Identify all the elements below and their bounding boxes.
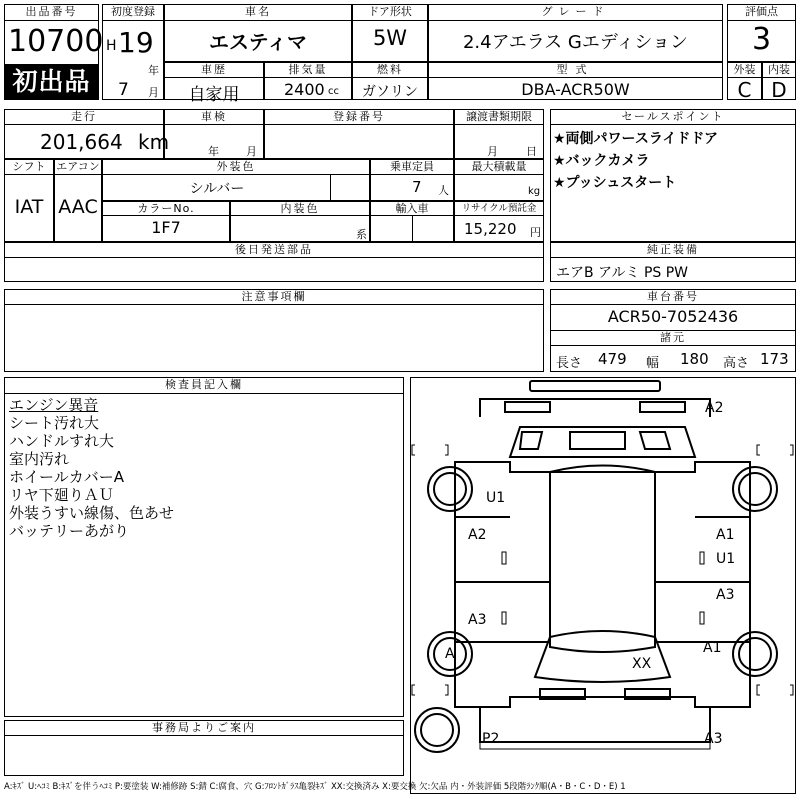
car-diagram xyxy=(410,377,796,794)
mark-u1-left-front: U1 xyxy=(486,490,506,506)
mark-a3-right-rear-door: A3 xyxy=(716,587,735,603)
inspection-year-unit: 年 xyxy=(208,145,219,158)
sales-points-list xyxy=(553,128,718,194)
ac-label: エアコン xyxy=(54,159,102,175)
mark-xx-rear-glass: XX xyxy=(632,656,652,672)
dimensions-label: 諸元 xyxy=(550,330,796,346)
model-code: DBA-ACR50W xyxy=(521,80,630,99)
sales-point: ★両側パワースライドドア xyxy=(553,131,719,147)
ext-color-label: 外装色 xyxy=(102,159,370,175)
displacement-label: 排気量 xyxy=(264,62,352,78)
color-no-label: カラーNo. xyxy=(102,201,230,216)
height-label: 高さ xyxy=(723,356,750,371)
door-type: 5W xyxy=(372,26,408,50)
mark-p2-rear-left: P2 xyxy=(482,731,500,747)
mark-a1-right-front-door: A1 xyxy=(716,527,735,543)
mark-a-left-rear-wheel: A xyxy=(445,646,455,662)
mark-a1-right-rear-quarter: A1 xyxy=(703,640,722,656)
ext-grade-label: 外装 xyxy=(727,62,762,78)
note-line: シート汚れ大 xyxy=(9,414,100,432)
score-label: 評価点 xyxy=(727,4,796,21)
int-grade: D xyxy=(771,78,787,102)
shift: IAT xyxy=(14,196,44,218)
int-grade-label: 内装 xyxy=(762,62,796,78)
reg-no-label: 登録番号 xyxy=(264,109,454,125)
score: 3 xyxy=(751,22,772,57)
caution-label: 注意事項欄 xyxy=(4,289,544,305)
transfer-month-unit: 月 xyxy=(487,145,498,158)
capacity: 7 xyxy=(412,178,422,196)
note-line: 外装うすい線傷、色あせ xyxy=(9,504,175,522)
equipment: エアB アルミ PS PW xyxy=(556,265,689,281)
equipment-label: 純正装備 xyxy=(550,242,796,258)
door-label: ドア形状 xyxy=(352,4,428,21)
int-color-label: 内装色 xyxy=(230,201,370,216)
office-label: 事務局よりご案内 xyxy=(4,720,404,736)
lot-number: 10700 xyxy=(8,24,104,59)
length: 479 xyxy=(598,350,627,368)
ext-color-divider xyxy=(330,175,331,201)
displacement: 2400 xyxy=(284,80,325,99)
inspector-label: 検査員記入欄 xyxy=(4,377,404,394)
ext-color: シルバー xyxy=(189,181,245,197)
shift-label: シフト xyxy=(4,159,54,175)
note-line: リヤ下廻りＡＵ xyxy=(9,486,114,504)
ext-grade: C xyxy=(737,78,752,102)
fuel-label: 燃料 xyxy=(352,62,428,78)
capacity-unit: 人 xyxy=(438,184,449,197)
width-label: 幅 xyxy=(646,356,660,371)
import-label: 輸入車 xyxy=(370,201,454,216)
note-line: 室内汚れ xyxy=(9,450,70,468)
lot-label: 出品番号 xyxy=(4,4,99,21)
note-line: ハンドルすれ大 xyxy=(9,432,115,450)
mileage: 201,664 xyxy=(40,130,123,154)
history: 自家用 xyxy=(188,85,240,105)
color-no: 1F7 xyxy=(151,218,181,237)
recycle-unit: 円 xyxy=(530,226,541,239)
mark-a2-front-bumper: A2 xyxy=(705,400,724,416)
year-unit: 年 xyxy=(148,64,159,77)
later-parts-label: 後日発送部品 xyxy=(4,242,544,258)
length-label: 長さ xyxy=(556,356,583,371)
note-line: バッテリーあがり xyxy=(9,522,130,540)
legend: A:ｷｽﾞ U:ﾍｺﾐ B:ｷｽﾞを伴うﾍｺﾐ P:要塗装 W:補修跡 S:錆 C:腐食、穴 G:ﾌﾛﾝﾄｶﾞﾗｽ亀裂ｷｽﾞ XX:交換済み X:要交換 欠:欠品 内・外装評価 5段階ﾗﾝｸ順(A・B・C・D・E) 1 xyxy=(4,782,626,792)
inspection-month-unit: 月 xyxy=(246,145,257,158)
sales-point: ★プッシュスタート xyxy=(553,175,677,191)
height: 173 xyxy=(760,350,789,368)
recycle-label: リサイクル預託金 xyxy=(454,201,544,216)
chassis-number: ACR50-7052436 xyxy=(607,307,739,326)
payload-unit: kg xyxy=(528,186,541,197)
model-label: 型式 xyxy=(428,62,723,78)
first-listing-badge: 初出品 xyxy=(5,64,98,99)
fuel: ガソリン xyxy=(362,84,418,100)
month-unit: 月 xyxy=(148,86,159,99)
chassis-label: 車台番号 xyxy=(550,289,796,305)
displacement-unit: cc xyxy=(328,86,339,97)
reg-no-cell xyxy=(264,109,454,159)
first-reg-label: 初度登録 xyxy=(102,4,164,21)
car-name-label: 車名 xyxy=(164,4,352,21)
mark-a2-left-front-door: A2 xyxy=(468,527,487,543)
note-line: ホイールカバーA xyxy=(9,468,124,486)
era: H xyxy=(106,38,117,54)
note-line: エンジン異音 xyxy=(9,396,99,414)
mileage-unit: km xyxy=(138,130,170,154)
mark-a3-left-rear-door: A3 xyxy=(468,612,487,628)
ac: AAC xyxy=(58,196,98,218)
grade-label: グレード xyxy=(428,4,723,21)
history-label: 車歴 xyxy=(164,62,264,78)
sales-points-label: セールスポイント xyxy=(550,109,796,125)
recycle-deposit: 15,220 xyxy=(464,220,517,238)
mileage-cell xyxy=(4,109,164,159)
mark-u1-right-front-door: U1 xyxy=(716,551,736,567)
transfer-day-unit: 日 xyxy=(526,145,537,158)
inspection-label: 車検 xyxy=(164,109,264,125)
sales-point: ★バックカメラ xyxy=(553,153,650,169)
width: 180 xyxy=(680,350,709,368)
capacity-label: 乗車定員 xyxy=(370,159,454,175)
inspector-notes xyxy=(9,396,174,540)
int-color-unit: 系 xyxy=(356,228,367,241)
grade: 2.4アエラス Gエディション xyxy=(462,32,689,53)
payload-label: 最大積載量 xyxy=(454,159,544,175)
mileage-label: 走行 xyxy=(4,109,164,125)
transfer-label: 譲渡書類期限 xyxy=(454,109,544,125)
first-reg-month: 7 xyxy=(118,80,129,100)
car-name: エスティマ xyxy=(209,30,307,54)
first-reg-year: 19 xyxy=(118,26,154,59)
import-divider xyxy=(412,216,413,242)
mark-a3-rear-bumper: A3 xyxy=(704,731,723,747)
